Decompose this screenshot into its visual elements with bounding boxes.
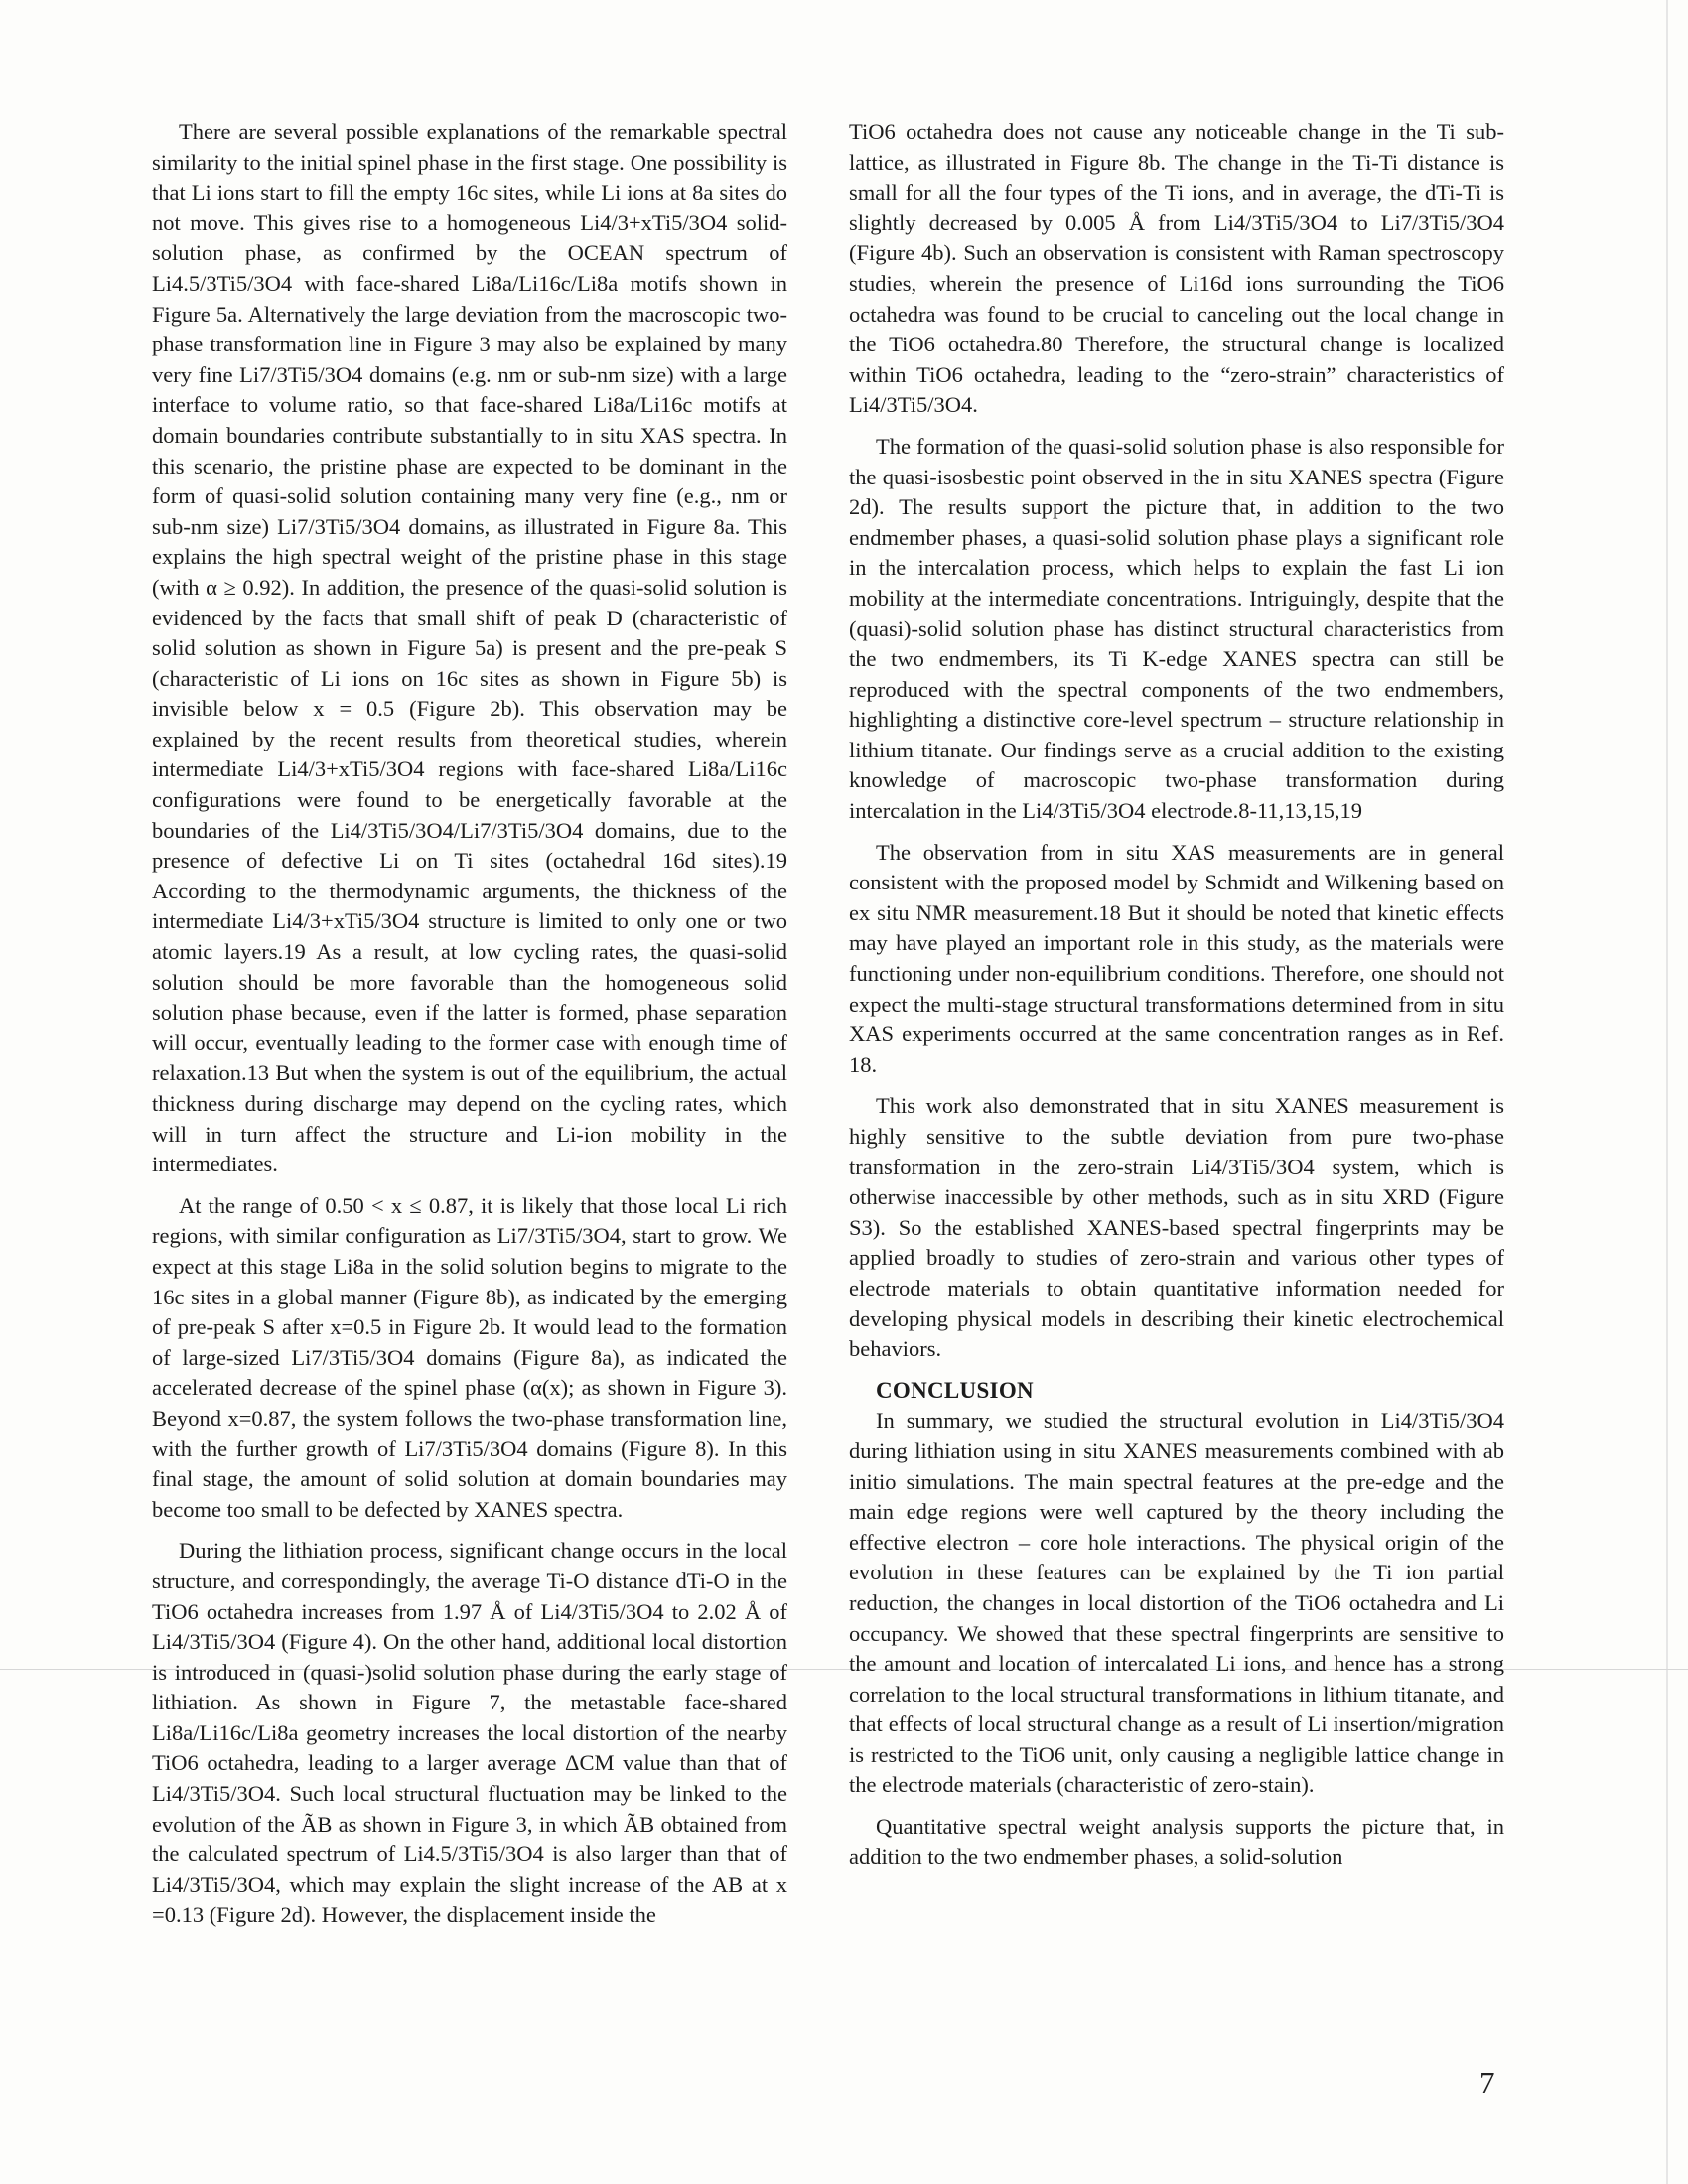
paragraph: In summary, we studied the structural evolution in Li4/3Ti5/3O4 during lithiation using in situ XANES measurements combined with ab initio simulations. The main spectral features at the pre-edge and the main edge regions were well captured by the theory including the effective electron – core hole interactions. The physical origin of the evolution in these features can be explained by the Ti ion partial reduction, the changes in local distortion of the TiO6 octahedra and Li occupancy. We showed that these spectral fingerprints are sensitive to the amount and location of intercalated Li ions, and hence has a strong correlation to the local structural transformations in lithium titanate, and that effects of local structural change as a result of Li insertion/migration is restricted to the TiO6 unit, only causing a negligible lattice change in the electrode materials (characteristic of zero-stain). <box>849 1408 1504 1798</box>
paragraph: There are several possible explanations of the remarkable spectral similarity to the initial spinel phase in the first stage. One possibility is that Li ions start to fill the empty 16c sites, while Li ions at 8a sites do not move. This gives rise to a homogeneous Li4/3+xTi5/3O4 solid-solution phase, as confirmed by the OCEAN spectrum of Li4.5/3Ti5/3O4 with face-shared Li8a/Li16c/Li8a motifs shown in Figure 5a. Alternatively the large deviation from the macroscopic two-phase transformation line in Figure 3 may also be explained by many very fine Li7/3Ti5/3O4 domains (e.g. nm or sub-nm size) with a large interface to volume ratio, so that face-shared Li8a/Li16c motifs at domain boundaries contribute substantially to in situ XAS spectra. In this scenario, the pristine phase are expected to be dominant in the form of quasi-solid solution containing many very fine (e.g., nm or sub-nm size) Li7/3Ti5/3O4 domains, as illustrated in Figure 8a. This explains the high spectral weight of the pristine phase in this stage (with α ≥ 0.92). In addition, the presence of the quasi-solid solution is evidenced by the facts that small shift of peak D (characteristic of solid solution as shown in Figure 5a) is present and the pre-peak S (characteristic of Li ions on 16c sites as shown in Figure 5b) is invisible below x = 0.5 (Figure 2b). This observation may be explained by the recent results from theoretical studies, wherein intermediate Li4/3+xTi5/3O4 regions with face-shared Li8a/Li16c configurations were found to be energetically favorable at the boundaries of the Li4/3Ti5/3O4/Li7/3Ti5/3O4 domains, due to the presence of defective Li on Ti sites (octahedral 16d sites).19 According to the thermodynamic arguments, the thickness of the intermediate Li4/3+xTi5/3O4 structure is limited to only one or two atomic layers.19 As a result, at low cycling rates, the quasi-solid solution should be more favorable than the homogeneous solid solution phase because, even if the latter is formed, phase separation will occur, eventually leading to the former case with enough time of relaxation.13 But when the system is out of the equilibrium, the actual thickness during discharge may depend on the cycling rates, which will in turn affect the structure and Li-ion mobility in the intermediates. <box>152 119 787 1177</box>
paragraph: This work also demonstrated that in situ XANES measurement is highly sensitive to the subtle deviation from pure two-phase transformation in the zero-strain Li4/3Ti5/3O4 system, which is otherwise inaccessible by other methods, such as in situ XRD (Figure S3). So the established XANES-based spectral fingerprints may be applied broadly to studies of zero-strain and various other types of electrode materials to obtain quantitative information needed for developing physical models in describing their kinetic electrochemical behaviors. <box>849 1093 1504 1362</box>
paragraph: At the range of 0.50 < x ≤ 0.87, it is likely that those local Li rich regions, with similar configuration as Li7/3Ti5/3O4, start to grow. We expect at this stage Li8a in the solid solution begins to migrate to the 16c sites in a global manner (Figure 8b), as indicated by the emerging of pre-peak S after x=0.5 in Figure 2b. It would lead to the formation of large-sized Li7/3Ti5/3O4 domains (Figure 8a), as indicated the accelerated decrease of the spinel phase (α(x); as shown in Figure 3). Beyond x=0.87, the system follows the two-phase transformation line, with the further growth of Li7/3Ti5/3O4 domains (Figure 8). In this final stage, the amount of solid solution at domain boundaries may become too small to be defected by XANES spectra. <box>152 1192 787 1522</box>
left-column <box>152 117 787 1942</box>
paragraph-continuation: TiO6 octahedra does not cause any noticeable change in the Ti sub-lattice, as illustrated in Figure 8b. The change in the Ti-Ti distance is small for all the four types of the Ti ions, and in average, the dTi-Ti is slightly decreased by 0.005 Å from Li4/3Ti5/3O4 to Li7/3Ti5/3O4 (Figure 4b). Such an observation is consistent with Raman spectroscopy studies, wherein the presence of Li16d ions surrounding the TiO6 octahedra was found to be crucial to canceling out the local change in the TiO6 octahedra.80 Therefore, the structural change is localized within TiO6 octahedra, leading to the “zero-strain” characteristics of Li4/3Ti5/3O4. <box>849 119 1504 418</box>
section-heading: CONCLUSION <box>876 1377 1034 1403</box>
paragraph: Quantitative spectral weight analysis supports the picture that, in addition to the two endmember phases, a solid-solution <box>849 1814 1504 1869</box>
paragraph: The observation from in situ XAS measurements are in general consistent with the proposed model by Schmidt and Wilkening based on ex situ NMR measurement.18 But it should be noted that kinetic effects may have played an important role in this study, as the materials were functioning under non-equilibrium conditions. Therefore, one should not expect the multi-stage structural transformations determined from in situ XAS experiments occurred at the same concentration ranges as in Ref. 18. <box>849 839 1504 1077</box>
paragraph: The formation of the quasi-solid solution phase is also responsible for the quasi-isosbestic point observed in the in situ XANES spectra (Figure 2d). The results support the picture that, in addition to the two endmember phases, a quasi-solid solution phase plays a significant role in the intercalation process, which helps to explain the fast Li ion mobility at the intermediate concentrations. Intriguingly, despite that the (quasi)-solid solution phase has distinct structural characteristics from the two endmembers, its Ti K-edge XANES spectra can still be reproduced with the spectral components of the two endmembers, highlighting a distinctive core-level spectrum – structure relationship in lithium titanate. Our findings serve as a crucial addition to the existing knowledge of macroscopic two-phase transformation during intercalation in the Li4/3Ti5/3O4 electrode.8-11,13,15,19 <box>849 433 1504 824</box>
right-column <box>849 117 1504 1883</box>
scan-edge <box>1666 0 1668 2184</box>
paragraph: During the lithiation process, significant change occurs in the local structure, and correspondingly, the average Ti-O distance dTi-O in the TiO6 octahedra increases from 1.97 Å of Li4/3Ti5/3O4 to 2.02 Å of Li4/3Ti5/3O4 (Figure 4). On the other hand, additional local distortion is introduced in (quasi-)solid solution phase during the early stage of lithiation. As shown in Figure 7, the metastable face-shared Li8a/Li16c/Li8a geometry increases the local distortion of the nearby TiO6 octahedra, leading to a larger average ΔCM value than that of Li4/3Ti5/3O4. Such local structural fluctuation may be linked to the evolution of the ÃB as shown in Figure 3, in which ÃB obtained from the calculated spectrum of Li4.5/3Ti5/3O4 is also larger than that of Li4/3Ti5/3O4, which may explain the slight increase of the AB at x =0.13 (Figure 2d). However, the displacement inside the <box>152 1538 787 1928</box>
page-number: 7 <box>1479 2065 1495 2100</box>
